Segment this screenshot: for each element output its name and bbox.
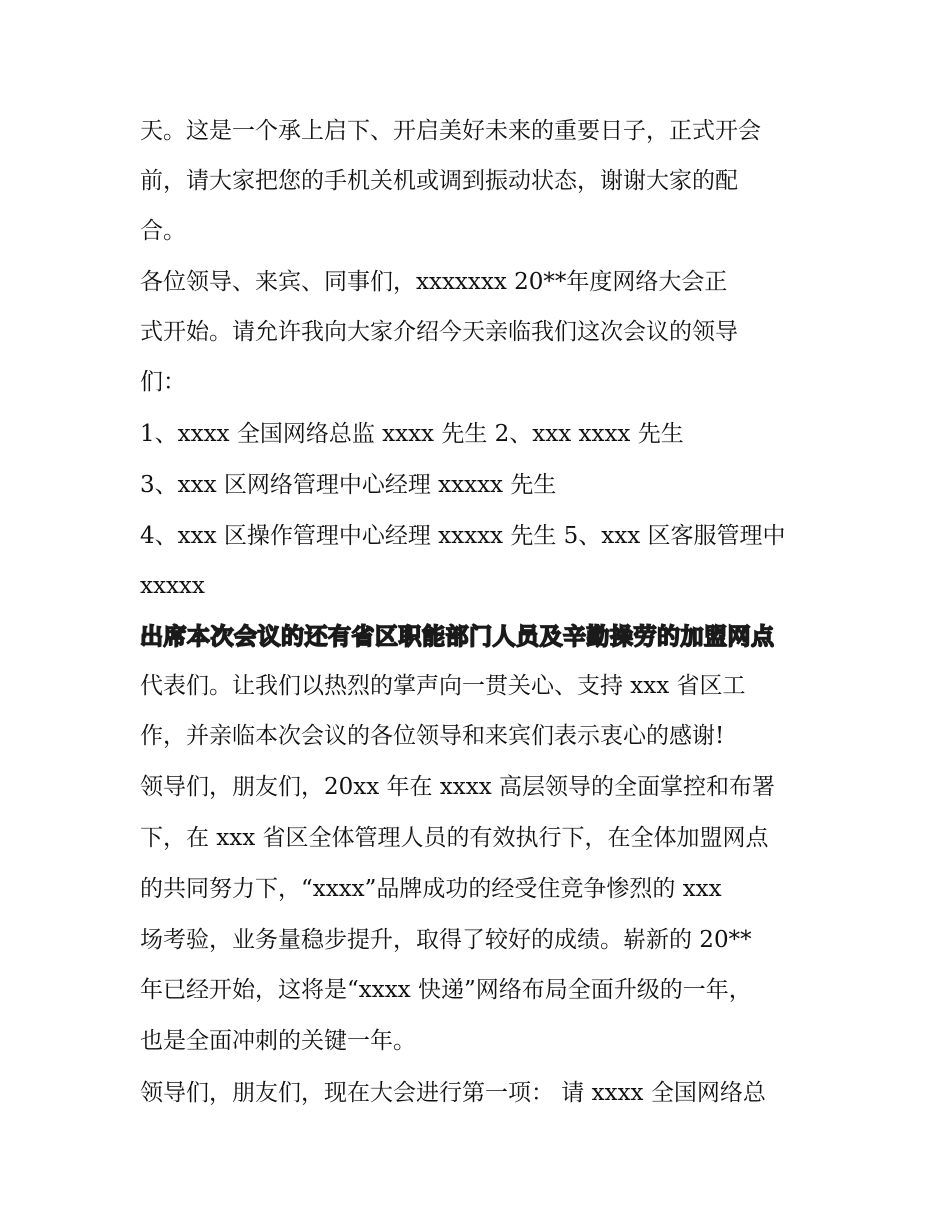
text-line: 合。 xyxy=(140,218,186,244)
text-line: 作，并亲临本次会议的各位领导和来宾们表示衷心的感谢! xyxy=(140,723,725,749)
text-line: xxxxx xyxy=(140,573,205,599)
text-line: 场考验，业务量稳步提升，取得了较好的成绩。崭新的 20** xyxy=(140,927,752,953)
outlined-text-line: 出席本次会议的还有省区职能部门人员及辛勤操劳的加盟网点 xyxy=(140,624,775,650)
text-line: 3、xxx 区网络管理中心经理 xxxxx 先生 xyxy=(140,472,557,498)
text-line: 年已经开始，这将是“xxxx 快递”网络布局全面升级的一年， xyxy=(140,977,752,1003)
text-line: 领导们，朋友们，20xx 年在 xxxx 高层领导的全面掌控和布署 xyxy=(140,774,776,800)
text-line: 式开始。请允许我向大家介绍今天亲临我们这次会议的领导 xyxy=(140,319,738,345)
text-line: 也是全面冲刺的关键一年。 xyxy=(140,1028,416,1054)
text-line: 前，请大家把您的手机关机或调到振动状态，谢谢大家的配 xyxy=(140,168,738,194)
text-line: 的共同努力下，“xxxx”品牌成功的经受住竞争惨烈的 xxx xyxy=(140,876,722,902)
text-line: 下，在 xxx 省区全体管理人员的有效执行下，在全体加盟网点 xyxy=(140,825,769,851)
text-line: 各位领导、来宾、同事们，xxxxxxx 20**年度网络大会正 xyxy=(140,269,728,295)
text-line: 天。这是一个承上启下、开启美好未来的重要日子，正式开会 xyxy=(140,118,761,144)
text-line: 代表们。让我们以热烈的掌声向一贯关心、支持 xxx 省区工 xyxy=(140,673,746,699)
text-line: 4、xxx 区操作管理中心经理 xxxxx 先生 5、xxx 区客服管理中 xyxy=(140,523,786,549)
text-line: 们： xyxy=(140,369,186,395)
text-line: 1、xxxx 全国网络总监 xxxx 先生 2、xxx xxxx 先生 xyxy=(140,421,684,447)
text-line: 领导们，朋友们，现在大会进行第一项： 请 xxxx 全国网络总 xyxy=(140,1080,766,1106)
